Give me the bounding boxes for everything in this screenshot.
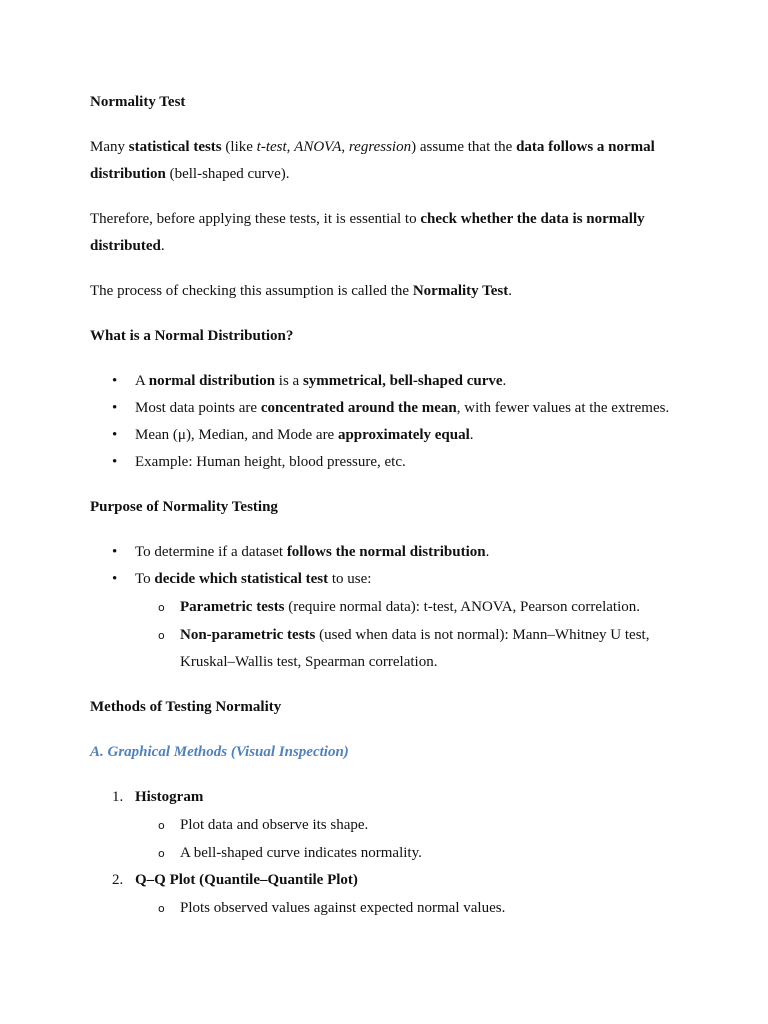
bullet-icon: • <box>112 571 118 587</box>
text: Plots observed values against expected normal values. <box>180 900 506 916</box>
bullet-icon: • <box>112 427 118 443</box>
bold-text: Non-parametric tests <box>180 627 316 643</box>
numbered-item-histogram <box>90 784 690 867</box>
text: Mean (μ), Median, and Mode are <box>135 427 338 443</box>
list-item <box>90 368 690 395</box>
bold-text: check whether the data is normally distributed <box>90 211 645 254</box>
bullet-icon: • <box>112 454 118 470</box>
method-label: Histogram <box>135 789 204 805</box>
bullet-icon: • <box>112 400 118 416</box>
intro-paragraph-2 <box>90 206 690 260</box>
item-number: 1. <box>112 789 124 805</box>
text: . <box>508 283 513 299</box>
bold-text: follows the normal distribution <box>286 544 486 560</box>
bold-text: decide which statistical test <box>154 571 329 587</box>
methods-list <box>90 784 690 922</box>
circle-bullet-icon: o <box>158 629 165 642</box>
list-item <box>90 422 690 449</box>
text: A bell-shaped curve indicates normality. <box>180 845 422 861</box>
method-label: Q–Q Plot (Quantile–Quantile Plot) <box>135 872 358 888</box>
normal-distribution-list <box>90 368 690 476</box>
text: The process of checking this assumption is called the <box>90 283 413 299</box>
text: . <box>502 373 507 389</box>
bold-text: normal distribution <box>148 373 276 389</box>
graphical-methods-heading: A. Graphical Methods (Visual Inspection) <box>90 744 349 760</box>
bullet-icon: • <box>112 373 118 389</box>
italic-text: regression <box>348 139 412 155</box>
text: . <box>469 427 474 443</box>
sub-list-item <box>135 812 690 839</box>
text: , <box>286 139 295 155</box>
circle-bullet-icon: o <box>158 902 165 915</box>
bold-text: concentrated around the mean <box>260 400 457 416</box>
page-title: Normality Test <box>90 94 186 110</box>
text: . <box>485 544 490 560</box>
list-item <box>90 395 690 422</box>
text: (used when data is not normal): Mann–Whitney U test, Kruskal–Wallis test, Spearman correlation. <box>180 627 650 670</box>
circle-bullet-icon: o <box>158 601 165 614</box>
histogram-sublist <box>135 812 690 867</box>
text: to use: <box>328 571 372 587</box>
qq-plot-sublist <box>135 895 690 922</box>
section-heading-methods: Methods of Testing Normality <box>90 699 282 715</box>
sub-list-item <box>135 895 690 922</box>
section-heading-normal-distribution: What is a Normal Distribution? <box>90 328 294 344</box>
text: (like <box>221 139 257 155</box>
text: Example: Human height, blood pressure, etc. <box>135 454 406 470</box>
bold-text: data follows a normal distribution <box>90 139 655 182</box>
sub-list-item <box>135 594 690 621</box>
document-page <box>90 89 690 940</box>
text: Most data points are <box>135 400 261 416</box>
text: To determine if a dataset <box>135 544 287 560</box>
text: Plot data and observe its shape. <box>180 817 369 833</box>
sub-list-item <box>135 840 690 867</box>
text: To <box>135 571 155 587</box>
text: (require normal data): t-test, ANOVA, Pearson correlation. <box>284 599 640 615</box>
intro-paragraph-1 <box>90 134 690 188</box>
intro-paragraph-3 <box>90 278 690 305</box>
text: , with fewer values at the extremes. <box>456 400 670 416</box>
bullet-icon: • <box>112 544 118 560</box>
circle-bullet-icon: o <box>158 819 165 832</box>
list-item <box>90 539 690 566</box>
test-type-sublist <box>135 594 690 676</box>
text: , <box>341 139 349 155</box>
text: Many <box>90 139 129 155</box>
item-number: 2. <box>112 872 124 888</box>
text: . <box>160 238 165 254</box>
text: A <box>135 373 149 389</box>
text: ) assume that the <box>411 139 517 155</box>
text: Therefore, before applying these tests, it is essential to <box>90 211 421 227</box>
italic-text: t-test <box>256 139 287 155</box>
bold-text: statistical tests <box>128 139 222 155</box>
numbered-item-qq-plot <box>90 867 690 922</box>
text: is a <box>275 373 303 389</box>
italic-text: ANOVA <box>294 139 342 155</box>
list-item <box>90 449 690 476</box>
text: (bell-shaped curve). <box>165 166 290 182</box>
bold-text: Normality Test <box>412 283 509 299</box>
bold-text: symmetrical, bell-shaped curve <box>302 373 503 389</box>
bold-text: Parametric tests <box>180 599 285 615</box>
sub-list-item <box>135 622 690 676</box>
circle-bullet-icon: o <box>158 847 165 860</box>
purpose-list <box>90 539 690 676</box>
bold-text: approximately equal <box>337 427 470 443</box>
section-heading-purpose: Purpose of Normality Testing <box>90 499 278 515</box>
list-item <box>90 566 690 676</box>
